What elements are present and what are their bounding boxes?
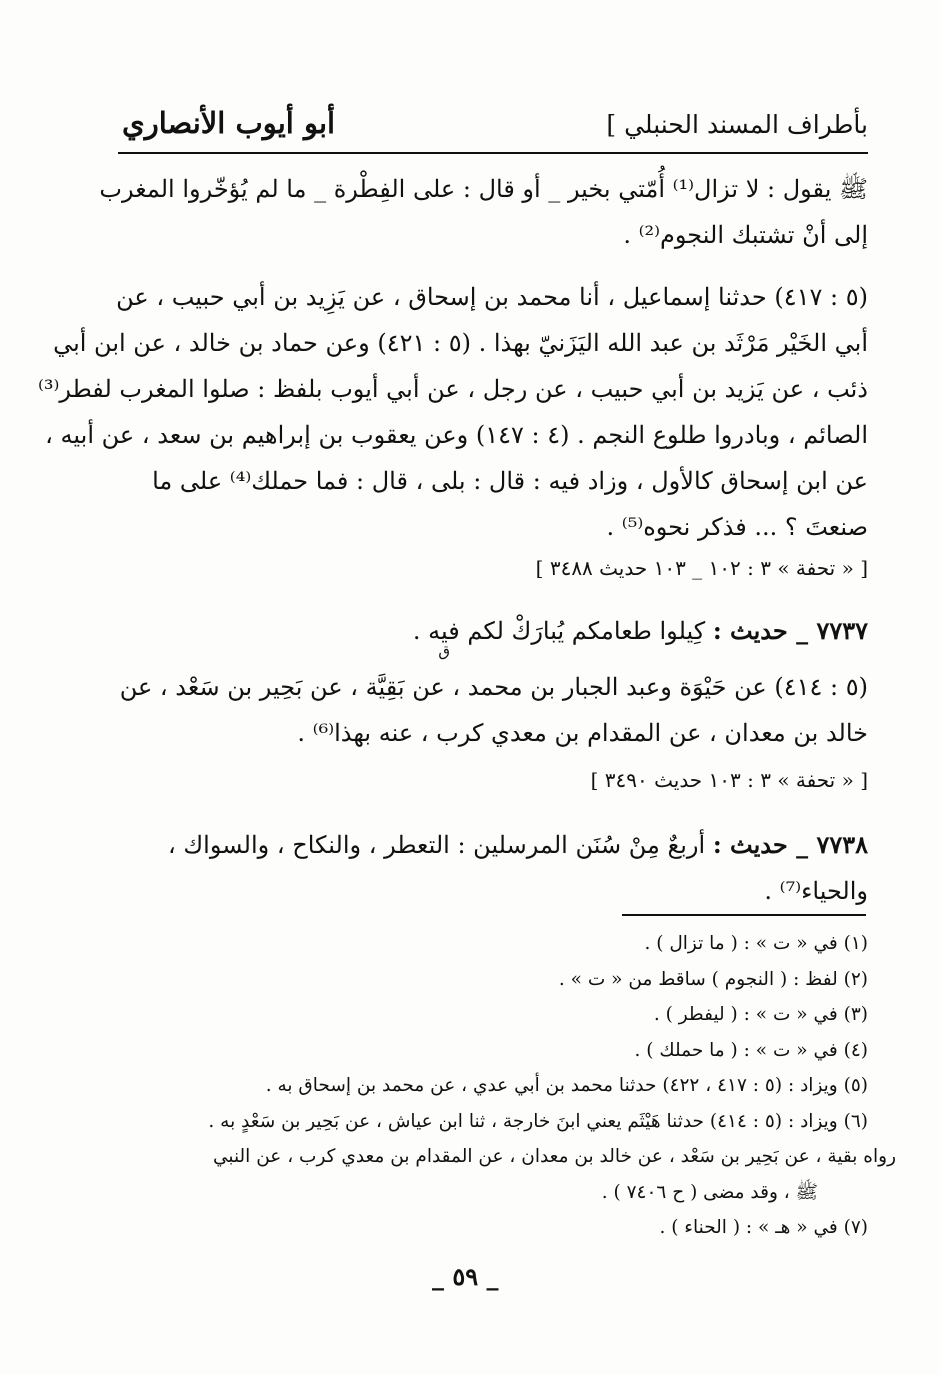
footnote: ﷺ ، وقد مضى ( ح ٧٤٠٦ ) . [601,1181,818,1203]
page-number: _ ٥٩ _ [432,1262,499,1291]
header-chapter-title: أبو أيوب الأنصاري [122,106,336,140]
text-line: ﷺ يقول : لا تزال⁽¹⁾ أُمّتي بخير _ أو قال : على الفِطْرة _ ما لم يُؤخّروا المغرب [99,175,868,203]
text-line: (٥ : ٤١٤) عن حَيْوَة وعبد الجبار بن محمد ، عن بَقِيَّة ، عن بَحِير بن سَعْد ، عن [119,673,868,701]
text-line: إلى أنْ تشتبك النجوم⁽²⁾ . [623,221,868,249]
tuhfa-reference: [ « تحفة » ٣ : ١٠٣ حديث ٣٤٩٠ ] [590,768,868,792]
header-book-title: بأطراف المسند الحنبلي ] [606,110,868,139]
footnote: (٣) في « ت » : ( ليفطر ) . [653,1004,868,1025]
text-line: والحياء⁽⁷⁾ . [764,877,868,905]
footnote: (٧) في « هـ » : ( الحناء ) . [659,1217,868,1238]
text-line: (٥ : ٤١٧) حدثنا إسماعيل ، أنا محمد بن إسحاق ، عن يَزِيد بن أبي حبيب ، عن [116,283,868,311]
text-line: خالد بن معدان ، عن المقدام بن معدي كرب ، عنه بهذا⁽⁶⁾ . [297,719,868,747]
footnote: (٦) ويزاد : (٥ : ٤١٤) حدثنا هَيْثَم يعني ابنَ خارجة ، ثنا ابن عياش ، عن بَحِير بن سَعْدٍ به . [208,1110,868,1132]
hadith-number: ٧٧٣٧ _ حديث : [712,616,868,645]
text-line: ذئب ، عن يَزيد بن أبي حبيب ، عن رجل ، عن أبي أيوب بلفظ : صلوا المغرب لفطر⁽³⁾ [37,375,868,403]
footnotes [118,926,896,1246]
hadith-number: ٧٧٣٨ _ حديث : [712,830,868,859]
footnote: (٢) لفظ : ( النجوم ) ساقط من « ت » . [558,968,868,990]
tuhfa-reference: [ « تحفة » ٣ : ١٠٢ _ ١٠٣ حديث ٣٤٨٨ ] [535,556,868,580]
text-line: أبي الخَيْر مَرْثَد بن عبد الله اليَزَنيّ بهذا . (٥ : ٤٢١) وعن حماد بن خالد ، عن ابن أبي [53,329,868,357]
hadith-7737 [118,608,868,660]
isnad-paragraph [118,664,868,756]
source-mark: ق [438,642,450,660]
running-header [118,96,868,154]
hadith-text: أربعٌ مِنْ سُنَن المرسلين : التعطر ، والنكاح ، والسواك ، [168,831,706,859]
footnote: (١) في « ت » : ( ما تزال ) . [644,933,868,954]
text-line: صنعتَ ؟ ... فذكر نحوه⁽⁵⁾ . [606,513,868,541]
hadith-text: كِيلوا طعامكم يُبارَكْ لكم فيه . [412,617,706,645]
footnote: رواه بقية ، عن بَحِير بن سَعْد ، عن خالد بن معدان ، عن المقدام بن معدي كرب ، عن النبي [212,1146,896,1167]
hadith-continuation [99,166,868,258]
footnote: (٥) ويزاد : (٥ : ٤١٧ ، ٤٢٢) حدثنا محمد بن أبي عدي ، عن محمد بن إسحاق به . [265,1075,868,1096]
hadith-7738 [118,822,868,914]
footnote: (٤) في « ت » : ( ما حملك ) . [634,1039,868,1061]
text-line: الصائم ، وبادروا طلوع النجم . (٤ : ١٤٧) وعن يعقوب بن إبراهيم بن سعد ، عن أبيه ، [45,421,868,449]
isnad-paragraph [37,274,868,550]
text-line: عن ابن إسحاق كالأول ، وزاد فيه : قال : بلى ، قال : فما حملك⁽⁴⁾ على ما [152,467,868,495]
footnote-divider [622,914,866,916]
